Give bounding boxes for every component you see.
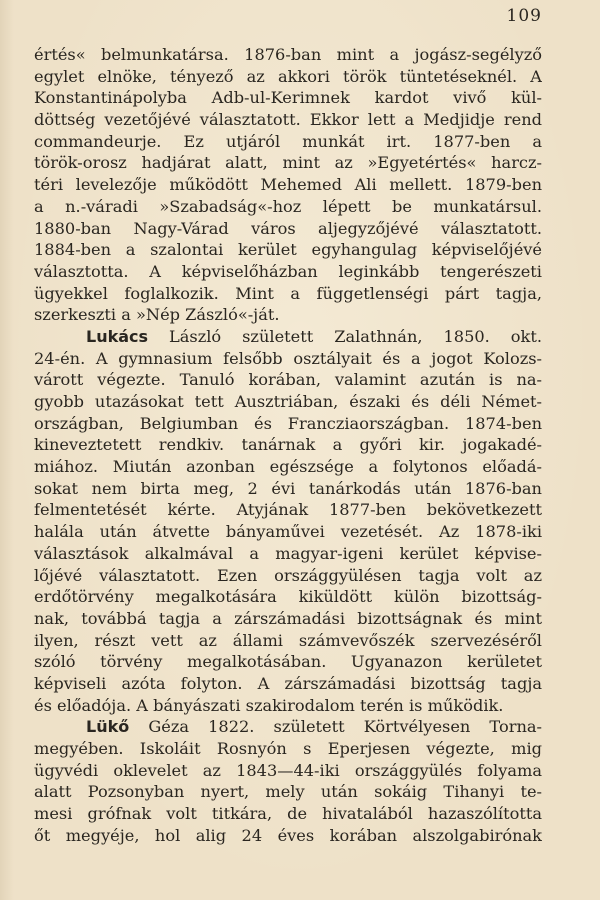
body-text — [34, 44, 542, 846]
text-line — [34, 825, 542, 847]
line-text: lőjévé választatott. Ezen országgyülésen tagja volt az — [34, 565, 542, 585]
line-text: téri levelezője működött Mehemed Ali mellett. 1879-ben — [34, 175, 542, 195]
text-line — [34, 499, 542, 521]
line-text: szerkeszti a »Nép Zászló«-ját. — [34, 305, 280, 325]
text-line — [34, 304, 542, 326]
text-line — [34, 283, 542, 305]
line-text: 1884-ben a szalontai kerület egyhangulag képviselőjévé — [34, 240, 542, 260]
line-text: döttség vezetőjévé választatott. Ekkor lett a Medjidje rend — [34, 110, 542, 130]
line-text: török-orosz hadjárat alatt, mint az »Egyetértés« harcz- — [34, 153, 542, 173]
line-text: várott végezte. Tanuló korában, valamint azután is na- — [34, 370, 542, 390]
line-text: erdőtörvény megalkotására kiküldött külön bizottság- — [34, 587, 542, 607]
entry-heading-line — [34, 716, 542, 738]
text-line — [34, 543, 542, 565]
text-line — [34, 369, 542, 391]
line-text: mesi grófnak volt titkára, de hivatalából hazaszólította — [34, 804, 542, 824]
text-line — [34, 456, 542, 478]
line-text: egylet elnöke, tényező az akkori török tüntetéseknél. A — [34, 66, 542, 86]
text-line — [34, 413, 542, 435]
text-line — [34, 521, 542, 543]
text-line — [34, 66, 542, 88]
line-text: ügyvédi oklevelet az 1843—44-iki országgyülés folyama — [34, 760, 542, 780]
text-line — [34, 434, 542, 456]
line-text: és előadója. A bányászati szakirodalom terén is működik. — [34, 695, 504, 715]
line-text: képviseli azóta folyton. A zárszámadási bizottság tagja — [34, 673, 542, 693]
line-text: választotta. A képviselőházban leginkább tengerészeti — [34, 261, 542, 281]
text-line — [34, 391, 542, 413]
text-line — [34, 586, 542, 608]
text-line — [34, 174, 542, 196]
line-text: miához. Miután azonban egészsége a folytonos előadá- — [34, 457, 542, 477]
line-text: nak, továbbá tagja a zárszámadási bizottságnak és mint — [34, 608, 542, 628]
text-line — [34, 608, 542, 630]
line-text: alatt Pozsonyban nyert, mely után sokáig Tihanyi te- — [34, 782, 542, 802]
line-text: őt megyéje, hol alig 24 éves korában alszolgabirónak — [34, 825, 542, 845]
text-line — [34, 760, 542, 782]
text-line — [34, 348, 542, 370]
line-text: László született Zalathnán, 1850. okt. — [148, 326, 542, 346]
page-number: 109 — [506, 6, 542, 26]
text-line — [34, 261, 542, 283]
entry-heading-line — [34, 326, 542, 348]
text-line — [34, 803, 542, 825]
text-line — [34, 673, 542, 695]
line-text: halála után átvette bányaművei vezetését. Az 1878-iki — [34, 522, 542, 542]
line-text: Konstantinápolyba Adb-ul-Kerimnek kardot vivő kül- — [34, 88, 542, 108]
text-line — [34, 630, 542, 652]
line-text: Géza 1822. született Körtvélyesen Torna- — [129, 717, 542, 737]
line-text: ilyen, részt vett az állami számvevőszék szervezéséről — [34, 630, 542, 650]
text-line — [34, 131, 542, 153]
text-line — [34, 44, 542, 66]
text-line — [34, 218, 542, 240]
line-text: választások alkalmával a magyar-igeni kerület képvise- — [34, 543, 542, 563]
text-line — [34, 565, 542, 587]
text-line — [34, 109, 542, 131]
line-text: értés« belmunkatársa. 1876-ban mint a jogász-segélyző — [34, 45, 542, 64]
line-text: 1880-ban Nagy-Várad város aljegyzőjévé választatott. — [34, 218, 542, 238]
text-line — [34, 651, 542, 673]
text-line — [34, 196, 542, 218]
text-line — [34, 781, 542, 803]
line-text: a n.-váradi »Szabadság«-hoz lépett be munkatársul. — [34, 196, 542, 216]
line-text: ügyekkel foglalkozik. Mint a függetlenségi párt tagja, — [34, 283, 542, 303]
line-text: commandeurje. Ez utjáról munkát irt. 1877-ben a — [34, 131, 542, 151]
line-text: országban, Belgiumban és Francziaországban. 1874-ben — [34, 413, 542, 433]
text-line — [34, 738, 542, 760]
text-line — [34, 152, 542, 174]
line-text: kineveztetett rendkiv. tanárnak a győri kir. jogakadé- — [34, 435, 542, 455]
entry-name: Lükő — [86, 717, 130, 737]
line-text: felmentetését kérte. Atyjának 1877-ben bekövetkezett — [34, 500, 542, 520]
line-text: 24-én. A gymnasium felsőbb osztályait és a jogot Kolozs- — [34, 348, 542, 368]
line-text: sokat nem birta meg, 2 évi tanárkodás után 1876-ban — [34, 478, 542, 498]
text-line — [34, 87, 542, 109]
text-line — [34, 695, 542, 717]
line-text: megyében. Iskoláit Rosnyón s Eperjesen végezte, mig — [34, 739, 542, 758]
line-text: gyobb utazásokat tett Ausztriában, északi és déli Német- — [34, 392, 542, 411]
entry-name: Lukács — [86, 326, 149, 346]
text-line — [34, 239, 542, 261]
text-line — [34, 478, 542, 500]
line-text: szóló törvény megalkotásában. Ugyanazon kerületet — [34, 652, 542, 672]
